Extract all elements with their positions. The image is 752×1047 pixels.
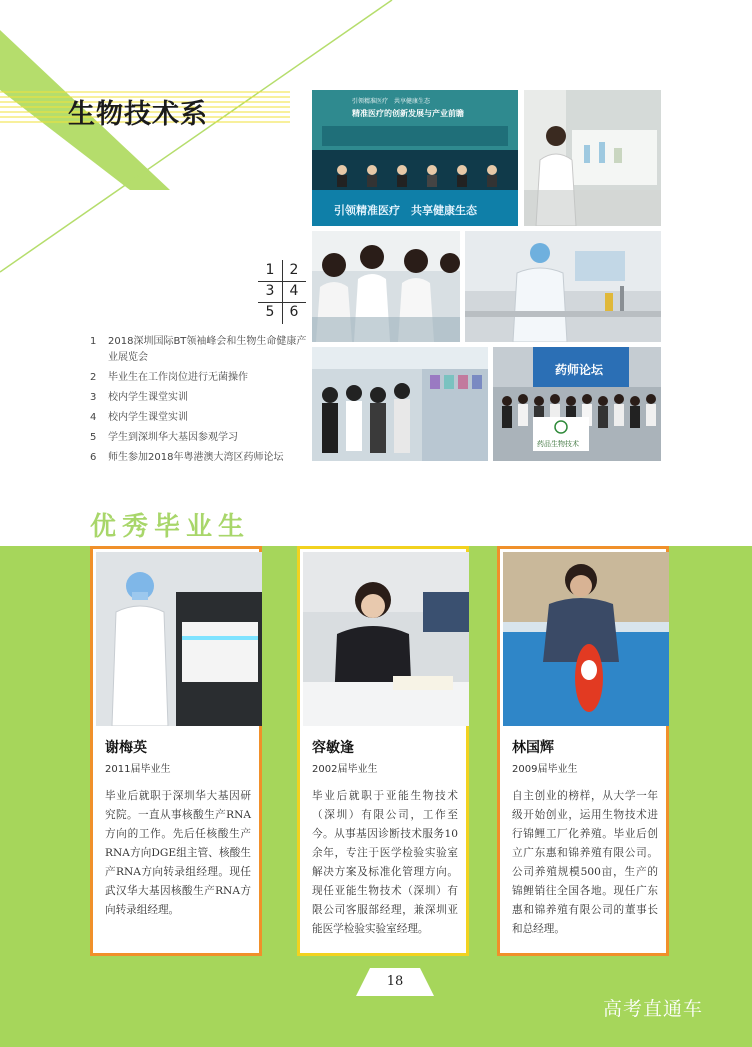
graduate-year: 2011届毕业生 bbox=[105, 764, 171, 775]
page-number-tab bbox=[356, 968, 434, 996]
grid-cell-2: 2 bbox=[289, 262, 299, 278]
grid-cell-1: 1 bbox=[265, 262, 275, 278]
caption-text: 校内学生课堂实训 bbox=[108, 412, 188, 423]
page-title: 生物技术系 bbox=[68, 99, 208, 130]
photo-1-banner-small: 引领精准医疗 共享健康生态 bbox=[352, 98, 431, 105]
grid-cell-3: 3 bbox=[265, 283, 275, 299]
caption-item bbox=[90, 370, 310, 386]
graduate-card-2 bbox=[297, 546, 469, 956]
caption-number: 1 bbox=[90, 336, 97, 347]
caption-number: 2 bbox=[90, 372, 97, 383]
photo-1-banner-main: 精准医疗的创新发展与产业前瞻 bbox=[352, 109, 464, 118]
caption-item bbox=[90, 410, 310, 426]
photo-captions bbox=[90, 334, 310, 470]
graduate-bio: 毕业后就职于深圳华大基因研究院。一直从事核酸生产RNA方向的工作。先后任核酸生产RNA方向DGE组主管、核酸生产RNA方向转录组经理。现任武汉华大基因核酸生产RNA方向转录组经理。 bbox=[105, 790, 251, 916]
grid-cell-6: 6 bbox=[289, 304, 299, 320]
caption-number: 3 bbox=[90, 392, 97, 403]
graduate-card-3 bbox=[497, 546, 669, 956]
section-title-outstanding-graduates: 优秀毕业生 bbox=[90, 512, 251, 542]
page-number: 18 bbox=[386, 974, 404, 989]
caption-text: 2018深圳国际BT领袖峰会和生物生命健康产业展览会 bbox=[108, 336, 307, 363]
caption-item bbox=[90, 334, 310, 366]
photo-index-grid bbox=[258, 260, 306, 324]
photo-5-bgi-visit bbox=[312, 347, 488, 461]
graduate-name: 谢梅英 bbox=[105, 740, 147, 756]
graduate-photo bbox=[503, 552, 669, 726]
photo-3-student-training bbox=[312, 231, 460, 342]
caption-number: 6 bbox=[90, 452, 97, 463]
grid-divider bbox=[258, 281, 306, 282]
photo-6-flag: 药品生物技术 bbox=[537, 440, 579, 448]
caption-text: 学生到深圳华大基因参观学习 bbox=[108, 432, 238, 443]
grid-divider bbox=[282, 260, 283, 324]
caption-item bbox=[90, 450, 310, 466]
graduate-year: 2002届毕业生 bbox=[312, 764, 378, 775]
graduate-bio: 自主创业的榜样，从大学一年级开始创业，运用生物技术进行锦鲤工厂化养殖。毕业后创立广东惠和锦养殖有限公司。公司养殖规模500亩，生产的锦鲤销往全国各地。现任广东惠和锦养殖有限公司的董事长和总经理。 bbox=[512, 790, 658, 935]
caption-number: 5 bbox=[90, 432, 97, 443]
graduate-photo bbox=[303, 552, 469, 726]
caption-item bbox=[90, 390, 310, 406]
photo-6-banner: 药师论坛 bbox=[555, 363, 604, 377]
grid-cell-5: 5 bbox=[265, 304, 275, 320]
photo-2-sterile-operation bbox=[524, 90, 661, 226]
photo-4-student-training bbox=[465, 231, 661, 342]
graduate-photo bbox=[96, 552, 262, 726]
grid-divider bbox=[258, 302, 306, 303]
graduate-name: 容敏逢 bbox=[312, 740, 354, 756]
photo-1-summit bbox=[312, 90, 518, 226]
brand-footer: 高考直通车 bbox=[603, 998, 704, 1020]
caption-text: 校内学生课堂实训 bbox=[108, 392, 188, 403]
photo-6-pharmacist-forum bbox=[493, 347, 661, 461]
graduate-name: 林国辉 bbox=[512, 740, 554, 756]
photo-1-banner-bottom: 引领精准医疗 共享健康生态 bbox=[334, 204, 477, 217]
grid-cell-4: 4 bbox=[289, 283, 299, 299]
graduate-year: 2009届毕业生 bbox=[512, 764, 578, 775]
graduate-bio: 毕业后就职于亚能生物技术（深圳）有限公司，工作至今。从事基因诊断技术服务10余年，专注于医学检验实验室解决方案及标准化管理方向。现任亚能生物技术（深圳）有限公司客服部经理，兼深圳亚能医学检验实验室经理。 bbox=[312, 790, 458, 935]
caption-number: 4 bbox=[90, 412, 97, 423]
caption-text: 毕业生在工作岗位进行无菌操作 bbox=[108, 372, 248, 383]
caption-text: 师生参加2018年粤港澳大湾区药师论坛 bbox=[108, 452, 284, 463]
caption-item bbox=[90, 430, 310, 446]
graduate-card-1 bbox=[90, 546, 262, 956]
